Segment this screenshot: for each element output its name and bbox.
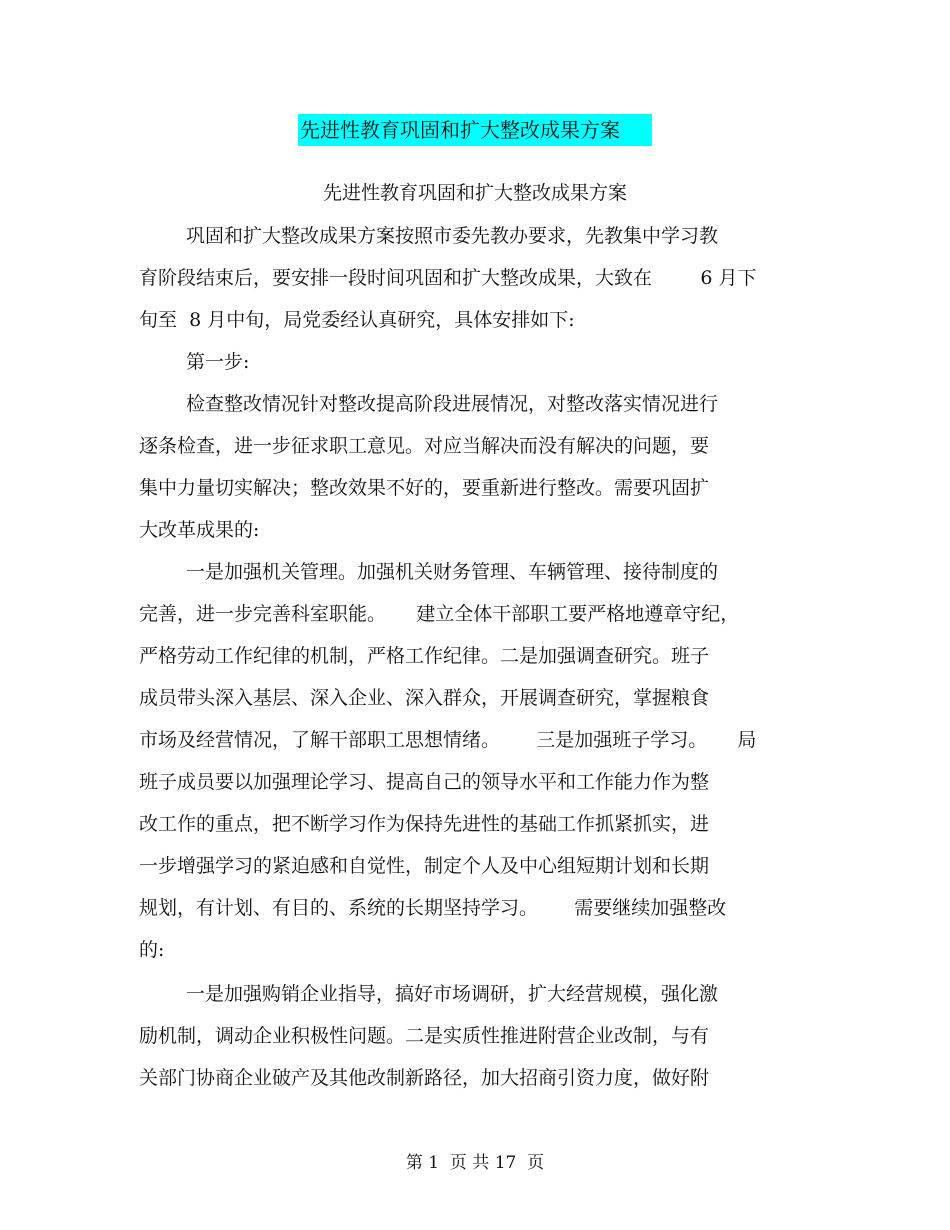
title-wrap: [0, 114, 950, 146]
body-line: 集中力量切实解决；整改效果不好的，要重新进行整改。需要巩固扩: [139, 477, 710, 499]
page-number: 第 1 页 共 17 页: [405, 1153, 545, 1173]
body-line: 的:: [139, 939, 165, 961]
body-line: 改工作的重点，把不断学习作为保持先进性的基础工作抓紧抓实，进: [139, 813, 710, 835]
body-line: 检查整改情况针对整改提高阶段进展情况，对整改落实情况进行: [186, 393, 719, 415]
body-line: 育阶段结束后，要安排一段时间巩固和扩大整改成果，大致在 6 月下: [139, 267, 757, 289]
body-line: 旬至 8 月中旬，局党委经认真研究，具体安排如下:: [139, 309, 575, 331]
body-line: 完善，进一步完善科室职能。 建立全体干部职工要严格地遵章守纪，: [139, 603, 740, 625]
document-title: 先进性教育巩固和扩大整改成果方案: [298, 114, 652, 146]
body-line: 严格劳动工作纪律的机制，严格工作纪律。二是加强调查研究。班子: [139, 645, 710, 667]
body-line: 班子成员要以加强理论学习、提高自己的领导水平和工作能力作为整: [139, 771, 710, 793]
body-line: 第一步:: [186, 351, 250, 373]
body-line: 关部门协商企业破产及其他改制新路径，加大招商引资力度，做好附: [139, 1067, 710, 1089]
body-line: 大改革成果的:: [139, 519, 260, 541]
body-line: 成员带头深入基层、深入企业、深入群众，开展调查研究，掌握粮食: [139, 687, 710, 709]
body-line: 逐条检查，进一步征求职工意见。对应当解决而没有解决的问题，要: [139, 435, 710, 457]
body-line: 规划，有计划、有目的、系统的长期坚持学习。 需要继续加强整改: [139, 897, 727, 919]
body-line: 一是加强购销企业指导，搞好市场调研，扩大经营规模，强化激: [186, 983, 719, 1005]
body-line: 一是加强机关管理。加强机关财务管理、车辆管理、接待制度的: [186, 561, 719, 583]
body-line: 一步增强学习的紧迫感和自觉性，制定个人及中心组短期计划和长期: [139, 855, 710, 877]
body-line: 励机制，调动企业积极性问题。二是实质性推进附营企业改制，与有: [139, 1025, 710, 1047]
document-subtitle: 先进性教育巩固和扩大整改成果方案: [322, 182, 627, 204]
body-line: 市场及经营情况，了解干部职工思想情绪。 三是加强班子学习。 局: [139, 729, 757, 751]
body-line: 巩固和扩大整改成果方案按照市委先教办要求，先教集中学习教: [186, 225, 719, 247]
